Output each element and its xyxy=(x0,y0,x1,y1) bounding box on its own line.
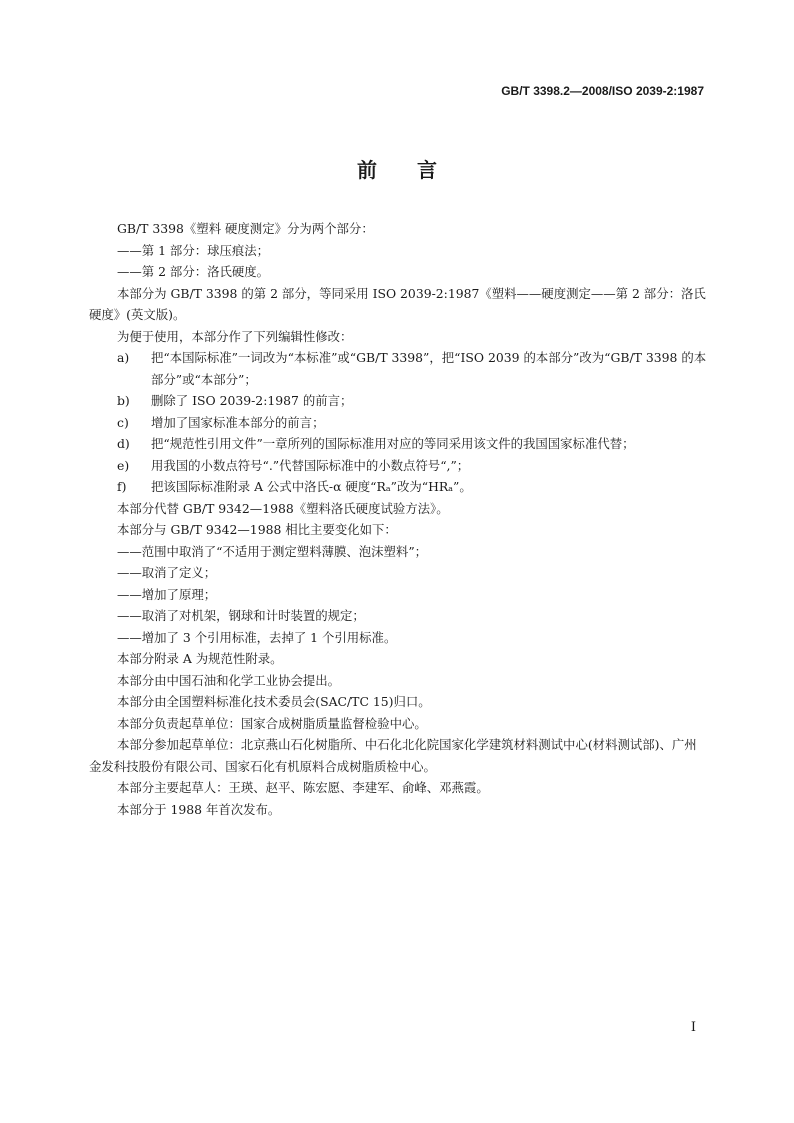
foreword-body xyxy=(89,218,707,820)
paragraph: 本部分由中国石油和化学工业协会提出。 xyxy=(117,672,341,688)
paragraph: 本部分于 1988 年首次发布。 xyxy=(117,801,281,817)
list-item-label: a) xyxy=(117,350,130,365)
paragraph: GB/T 3398《塑料 硬度测定》分为两个部分： xyxy=(117,221,374,236)
paragraph: 本部分为 GB/T 3398 的第 2 部分，等同采用 ISO 2039-2:1987《塑料——硬度测定——第 2 部分：洛氏硬度》(英文版)。 xyxy=(89,285,706,322)
list-item-label: f) xyxy=(117,479,127,494)
dash-item: ——第 2 部分：洛氏硬度。 xyxy=(117,264,270,279)
list-item-text: 把“本国际标准”一词改为“本标准”或“GB/T 3398”，把“ISO 2039 的本部分”改为“GB/T 3398 的本部分”或“本部分”； xyxy=(151,350,707,387)
list-item-text: 把该国际标准附录 A 公式中洛氏-α 硬度“Rₐ”改为“HRₐ”。 xyxy=(151,479,472,494)
list-item-label: b) xyxy=(117,393,130,408)
list-item xyxy=(89,390,707,412)
page-title: 前言 xyxy=(357,158,477,182)
change-item: ——取消了对机架，钢球和计时装置的规定； xyxy=(117,608,365,623)
list-item xyxy=(89,476,707,498)
paragraph: 本部分由全国塑料标准化技术委员会(SAC/TC 15)归口。 xyxy=(117,694,431,709)
paragraph: 本部分代替 GB/T 9342—1988《塑料洛氏硬度试验方法》。 xyxy=(117,500,449,516)
list-item xyxy=(89,433,707,455)
list-item xyxy=(89,347,707,390)
standard-code-header: GB/T 3398.2—2008/ISO 2039-2:1987 xyxy=(501,84,704,98)
change-item: ——增加了 3 个引用标准，去掉了 1 个引用标准。 xyxy=(117,629,397,645)
page-number: I xyxy=(690,1020,696,1035)
change-item: ——取消了定义； xyxy=(117,565,217,580)
list-item-label: c) xyxy=(117,414,129,430)
change-item: ——范围中取消了“不适用于测定塑料薄膜、泡沫塑料”； xyxy=(117,543,428,559)
paragraph: 本部分与 GB/T 9342—1988 相比主要变化如下： xyxy=(117,522,397,537)
paragraph: 为便于使用，本部分作了下列编辑性修改： xyxy=(117,328,353,344)
change-item: ——增加了原理； xyxy=(117,586,217,602)
paragraph: 本部分参加起草单位：北京燕山石化树脂所、中石化北化院国家化学建筑材料测试中心(材料测试部)、广州金发科技股份有限公司、国家石化有机原料合成树脂质检中心。 xyxy=(89,737,697,774)
list-item xyxy=(89,412,707,434)
list-item xyxy=(89,455,707,477)
list-item-label: e) xyxy=(117,457,130,473)
dash-item: ——第 1 部分：球压痕法； xyxy=(117,242,270,258)
list-item-text: 删除了 ISO 2039-2:1987 的前言； xyxy=(151,393,353,408)
list-item-text: 把“规范性引用文件”一章所列的国际标准用对应的等同采用该文件的我国国家标准代替； xyxy=(151,436,635,451)
paragraph: 本部分主要起草人：王瑛、赵平、陈宏愿、李建军、俞峰、邓燕霞。 xyxy=(117,780,489,795)
list-item-text: 用我国的小数点符号“.”代替国际标准中的小数点符号“,”； xyxy=(151,457,470,473)
list-item-text: 增加了国家标准本部分的前言； xyxy=(151,414,325,430)
list-item-label: d) xyxy=(117,436,130,451)
paragraph: 本部分负责起草单位：国家合成树脂质量监督检验中心。 xyxy=(117,715,427,731)
paragraph: 本部分附录 A 为规范性附录。 xyxy=(117,651,283,666)
